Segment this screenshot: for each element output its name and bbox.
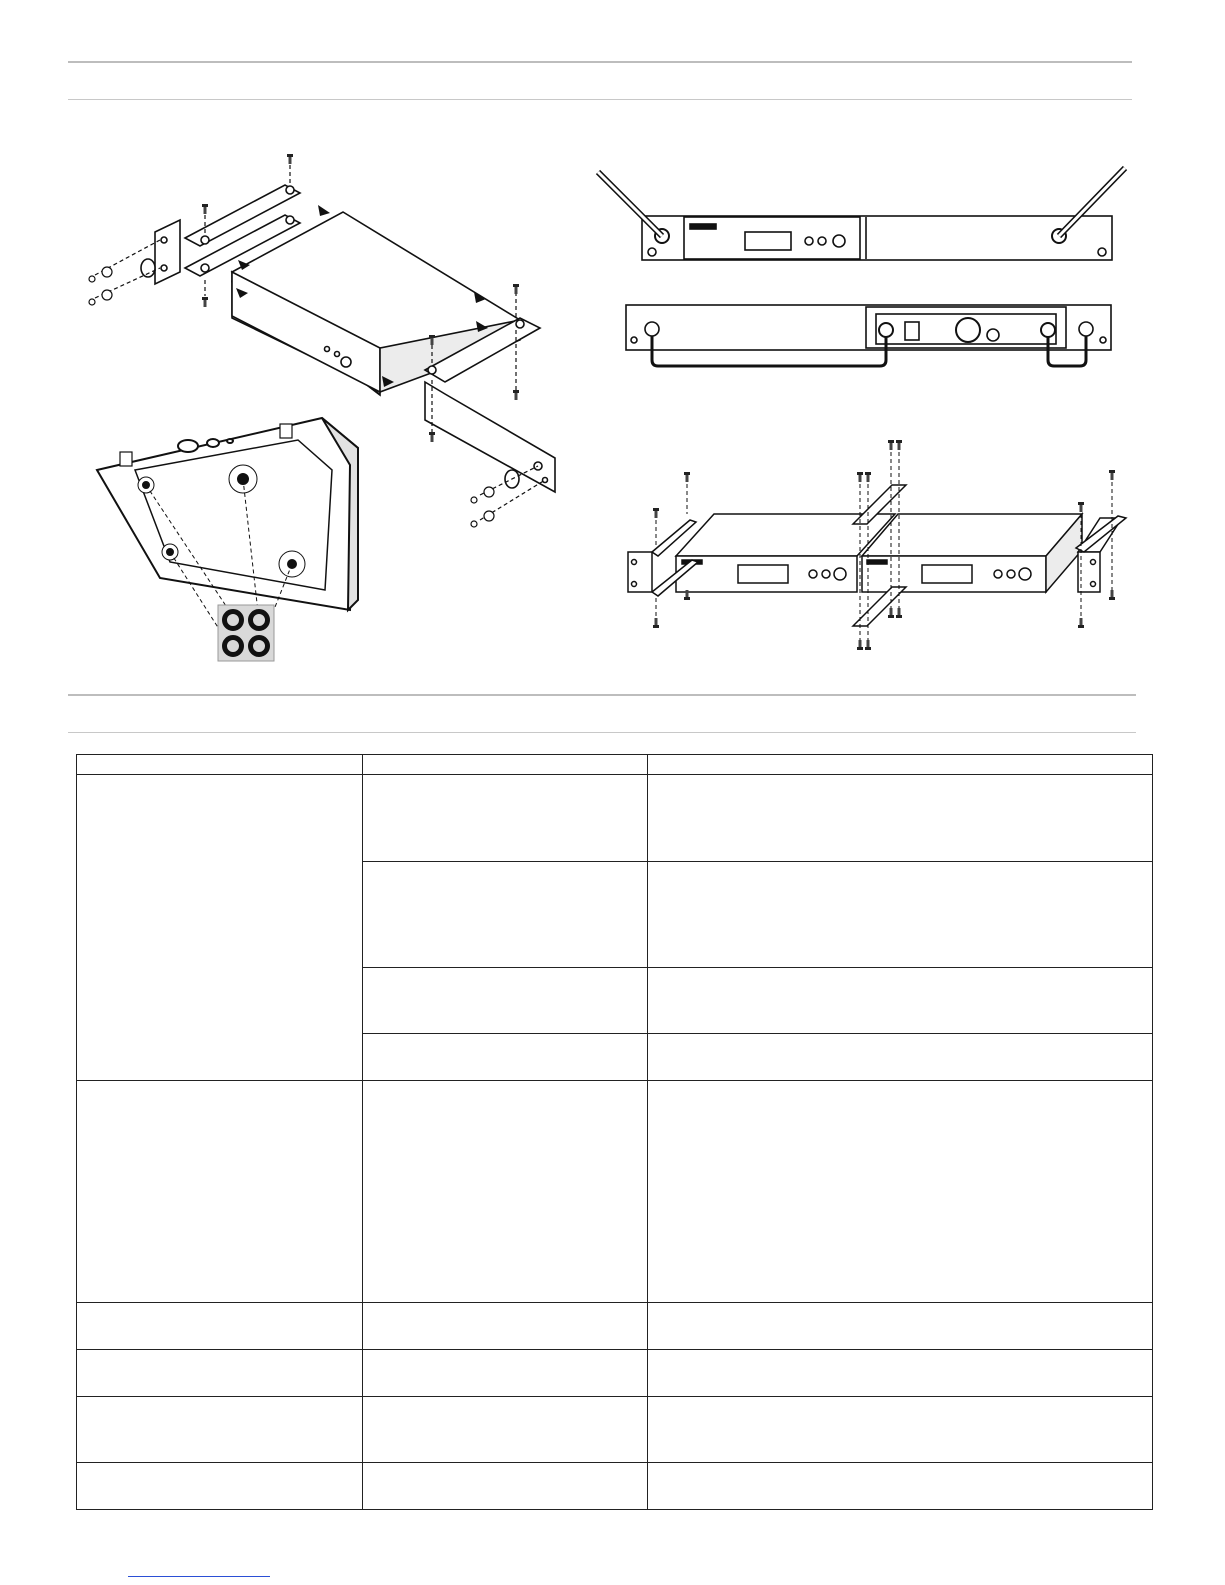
table-cell [363, 1463, 648, 1510]
underside-feet-diagram [97, 418, 358, 610]
table-header-row [77, 755, 1153, 775]
table-cell [363, 861, 648, 967]
table-section-rule [68, 732, 1136, 733]
table-cell [363, 1080, 648, 1303]
rack-rear-cables-diagram [626, 305, 1111, 350]
table-cell [648, 775, 1153, 861]
header-cell [77, 755, 363, 775]
table-row [77, 1463, 1153, 1510]
table-cell [77, 1463, 363, 1510]
table-row [77, 775, 1153, 861]
rack-front-antennas-diagram [598, 168, 1125, 260]
table-cell [648, 967, 1153, 1033]
middle-rule [68, 694, 1136, 696]
dual-unit-rack-diagram [628, 485, 1126, 626]
table-cell [77, 775, 363, 1080]
table-cell [77, 1396, 363, 1462]
table-cell [77, 1303, 363, 1350]
table-row [77, 1350, 1153, 1397]
table-row [77, 1303, 1153, 1350]
header-cell [363, 755, 648, 775]
table-cell [363, 967, 648, 1033]
table-cell [363, 1350, 648, 1397]
table-cell [648, 861, 1153, 967]
table-cell [648, 1080, 1153, 1303]
table-cell [648, 1033, 1153, 1080]
table-cell [363, 1396, 648, 1462]
table-cell [77, 1080, 363, 1303]
table-cell [648, 1303, 1153, 1350]
table-cell [363, 775, 648, 861]
header-cell [648, 755, 1153, 775]
installation-illustrations [0, 0, 1225, 690]
table-cell [648, 1396, 1153, 1462]
table-cell [648, 1350, 1153, 1397]
troubleshooting-table [76, 754, 1153, 1510]
table-cell [363, 1033, 648, 1080]
table-row [77, 1080, 1153, 1303]
table-cell [363, 1303, 648, 1350]
table-cell [77, 1350, 363, 1397]
table-row [77, 1396, 1153, 1462]
footer-link-underline[interactable] [128, 1576, 270, 1577]
table-cell [648, 1463, 1153, 1510]
rubber-feet-sheet [218, 605, 274, 661]
